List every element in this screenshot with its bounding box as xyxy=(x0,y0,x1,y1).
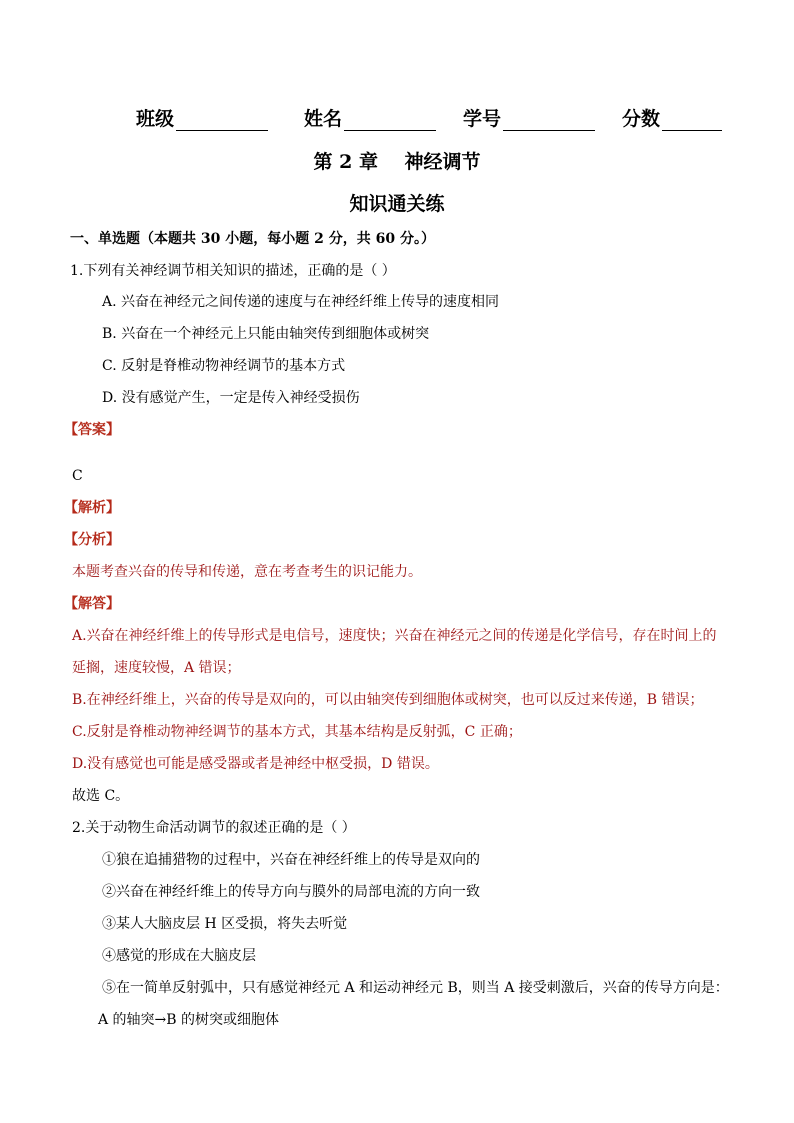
fenxi-tag: 【分析】 xyxy=(64,532,120,548)
jieda-tag: 【解答】 xyxy=(64,596,120,612)
student-info-header xyxy=(0,104,794,132)
score-field xyxy=(622,104,722,131)
chapter-title: 第 2 章 神经调节 xyxy=(313,151,481,173)
score-label: 分数 xyxy=(622,108,661,130)
student-id-field xyxy=(463,104,595,131)
question-2-item-2: ②兴奋在神经纤维上的传导方向与膜外的局部电流的方向一致 xyxy=(102,884,480,900)
class-field xyxy=(136,104,268,131)
answer-value: C xyxy=(72,468,83,484)
answer-tag: 【答案】 xyxy=(64,422,120,438)
page-subtitle: 知识通关练 xyxy=(349,193,445,215)
question-1-option-b: B. 兴奋在一个神经元上只能由轴突传到细胞体或树突 xyxy=(102,326,430,342)
name-field xyxy=(304,104,436,131)
name-label: 姓名 xyxy=(304,108,343,130)
analysis-tag: 【解析】 xyxy=(64,500,120,516)
class-blank[interactable] xyxy=(176,110,268,131)
section-heading: 一、单选题（本题共 30 小题，每小题 2 分，共 60 分。） xyxy=(70,231,435,247)
score-blank[interactable] xyxy=(662,110,722,131)
question-1-option-d: D. 没有感觉产生，一定是传入神经受损伤 xyxy=(102,390,360,406)
question-1-stem: 1.下列有关神经调节相关知识的描述，正确的是（ ） xyxy=(70,263,396,279)
question-2-item-4: ④感觉的形成在大脑皮层 xyxy=(102,948,256,964)
jieda-line-4: C.反射是脊椎动物神经调节的基本方式，其基本结构是反射弧，C 正确； xyxy=(72,724,522,740)
question-1-option-c: C. 反射是脊椎动物神经调节的基本方式 xyxy=(102,358,346,374)
fenxi-text: 本题考查兴奋的传导和传递，意在考查考生的识记能力。 xyxy=(72,564,422,580)
question-1-option-a: A. 兴奋在神经元之间传递的速度与在神经纤维上传导的速度相同 xyxy=(102,294,500,310)
question-2-stem: 2.关于动物生命活动调节的叙述正确的是（ ） xyxy=(72,820,356,836)
student-id-blank[interactable] xyxy=(503,110,595,131)
student-id-label: 学号 xyxy=(463,108,502,130)
jieda-line-2: 延搁，速度较慢，A 错误； xyxy=(72,660,241,676)
class-label: 班级 xyxy=(136,108,175,130)
name-blank[interactable] xyxy=(344,110,436,131)
question-2-item-5: ⑤在一简单反射弧中，只有感觉神经元 A 和运动神经元 B，则当 A 接受刺激后，兴奋的传导方向是： xyxy=(102,980,729,996)
question-2-item-3: ③某人大脑皮层 H 区受损，将失去听觉 xyxy=(102,916,348,932)
jieda-line-1: A.兴奋在神经纤维上的传导形式是电信号，速度快；兴奋在神经元之间的传递是化学信号，存在时间上的 xyxy=(72,628,717,644)
conclusion: 故选 C。 xyxy=(72,788,130,804)
question-2-item-5-continued: A 的轴突→B 的树突或细胞体 xyxy=(98,1012,280,1028)
question-2-item-1: ①狼在追捕猎物的过程中，兴奋在神经纤维上的传导是双向的 xyxy=(102,852,480,868)
jieda-line-5: D.没有感觉也可能是感受器或者是神经中枢受损，D 错误。 xyxy=(72,756,439,772)
jieda-line-3: B.在神经纤维上，兴奋的传导是双向的，可以由轴突传到细胞体或树突，也可以反过来传递，B 错误； xyxy=(72,692,704,708)
